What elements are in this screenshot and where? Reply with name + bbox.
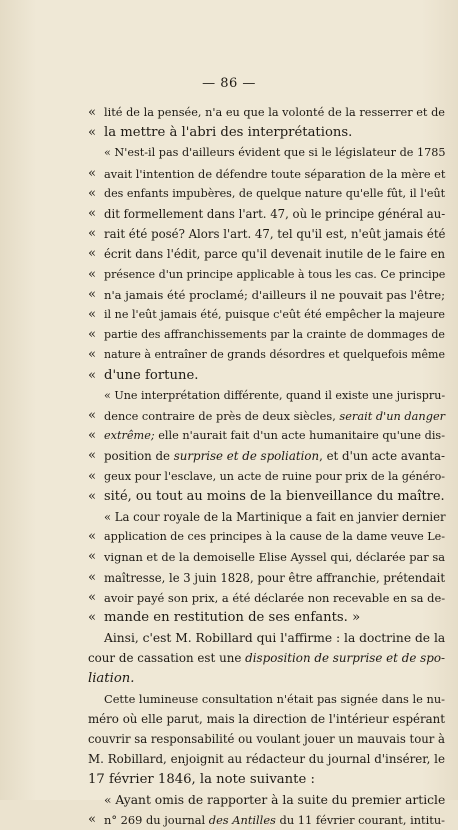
text-segment: maîtresse, le 3 juin 1828, pour être affranchie, prétendait xyxy=(104,570,446,585)
quote-mark: « xyxy=(88,266,97,282)
text-segment: sité, ou tout au moins de la bienveillance du maître. xyxy=(104,488,445,504)
text-segment: présence d'un principe applicable à tous les cas. Ce principe xyxy=(104,267,446,281)
line-text xyxy=(88,749,445,769)
text-segment: « Ayant omis de rapporter à la suite du premier article xyxy=(104,792,446,807)
text-line xyxy=(0,143,458,163)
quote-mark: « xyxy=(88,610,97,625)
text-segment: nature à entraîner de grands désordres et quelquefois même xyxy=(104,348,445,362)
text-line xyxy=(0,103,458,123)
line-text xyxy=(104,810,445,830)
text-segment: dit formellement dans l'art. 47, où le principe général au- xyxy=(104,207,446,221)
text-segment: partie des affranchissements par la crainte de dommages de xyxy=(104,328,445,342)
text-line xyxy=(0,285,458,305)
line-text xyxy=(104,406,445,426)
text-segment: Cette lumineuse consultation n'était pas signée dans le nu- xyxy=(104,691,445,706)
line-text xyxy=(104,224,445,244)
line-text xyxy=(104,689,445,709)
quote-mark: « xyxy=(88,206,97,221)
line-text xyxy=(104,386,445,406)
line-text xyxy=(88,669,134,689)
line-text xyxy=(104,366,198,386)
text-segment: avait l'intention de défendre toute séparation de la mère et xyxy=(104,166,446,181)
line-text xyxy=(104,285,445,305)
text-segment: 17 février 1846, la note suivante : xyxy=(88,771,315,787)
text-segment: « N'est-il pas d'ailleurs évident que si le législateur de 1785 xyxy=(104,146,446,160)
line-text xyxy=(88,729,445,749)
text-segment: geux pour l'esclave, un acte de ruine pour prix de la généro- xyxy=(104,469,446,483)
quote-mark: « xyxy=(88,468,97,484)
line-text xyxy=(88,709,445,729)
text-line xyxy=(0,770,458,790)
text-line xyxy=(0,628,458,648)
text-line xyxy=(0,265,458,285)
italic-text: surprise et de spoliation xyxy=(173,449,320,464)
text-segment: dence contraire de près de deux siècles, xyxy=(104,409,340,423)
quote-mark: « xyxy=(88,347,97,363)
text-segment: du 11 février courant, intitu- xyxy=(275,813,445,827)
text-line xyxy=(0,648,458,668)
text-segment: Ainsi, c'est M. Robillard qui l'affirme : la doctrine de la xyxy=(104,631,446,646)
quote-mark: « xyxy=(88,529,97,545)
text-line xyxy=(0,406,458,426)
text-line xyxy=(0,345,458,365)
quote-mark: « xyxy=(88,549,97,565)
text-segment: « La cour royale de la Martinique a fait en janvier dernier xyxy=(104,510,446,524)
text-line xyxy=(0,244,458,264)
quote-mark: « xyxy=(88,428,97,444)
text-line xyxy=(0,810,458,830)
quote-mark: « xyxy=(88,812,97,827)
text-line xyxy=(0,588,458,608)
text-segment: M. Robillard, enjoignit au rédacteur du journal d'insérer, le xyxy=(88,752,445,767)
text-segment: lité de la pensée, n'a eu que la volonté de la resserrer et de xyxy=(104,106,445,119)
line-text xyxy=(104,507,445,527)
text-segment: application de ces principes à la cause de la dame veuve Le- xyxy=(104,530,445,544)
line-text xyxy=(104,547,445,567)
text-line xyxy=(0,507,458,527)
line-text xyxy=(104,143,445,163)
text-line xyxy=(0,123,458,143)
text-segment: couvrir sa responsabilité ou voulant jouer un mauvais tour à xyxy=(88,732,445,747)
text-line xyxy=(0,568,458,588)
italic-text: serait d'un danger xyxy=(339,409,446,423)
text-segment: n° 269 du journal xyxy=(104,813,209,827)
quote-mark: « xyxy=(88,226,97,242)
text-line xyxy=(0,467,458,487)
quote-mark: « xyxy=(88,246,97,262)
text-line xyxy=(0,366,458,386)
quote-mark: « xyxy=(88,367,97,383)
text-line xyxy=(0,608,458,628)
line-text xyxy=(104,164,445,184)
quote-mark: « xyxy=(88,408,97,423)
line-text xyxy=(88,770,315,790)
line-text xyxy=(104,487,445,507)
line-text xyxy=(104,184,445,204)
line-text xyxy=(104,588,445,608)
text-line xyxy=(0,547,458,567)
text-line xyxy=(0,689,458,709)
italic-text: extrême; xyxy=(104,429,155,443)
text-segment: des enfants impubères, de quelque nature qu'elle fût, il l'eût xyxy=(104,186,446,200)
text-line xyxy=(0,729,458,749)
quote-mark: « xyxy=(88,589,97,605)
text-segment: elle n'aurait fait d'un acte humanitaire qu'une dis- xyxy=(154,429,445,443)
text-segment: la mettre à l'abri des interprétations. xyxy=(104,125,353,141)
quote-mark: « xyxy=(88,448,97,464)
text-segment: écrit dans l'édit, parce qu'il devenait inutile de le faire en xyxy=(104,247,446,262)
text-segment: vignan et de la demoiselle Elise Ayssel qui, déclarée par sa xyxy=(104,550,445,565)
quote-mark: « xyxy=(88,165,97,181)
page-number: — 86 — xyxy=(202,76,256,91)
quote-mark: « xyxy=(88,327,97,343)
italic-text: liation. xyxy=(88,670,135,686)
line-text xyxy=(104,123,352,143)
line-text xyxy=(104,325,445,345)
text-segment: position de xyxy=(104,449,174,464)
text-line xyxy=(0,164,458,184)
line-text xyxy=(104,103,445,123)
text-segment: mande en restitution de ses enfants. » xyxy=(104,610,361,625)
line-text xyxy=(88,648,445,668)
quote-mark: « xyxy=(88,125,97,141)
quote-mark: « xyxy=(88,307,97,322)
text-line xyxy=(0,749,458,769)
text-line xyxy=(0,305,458,325)
text-line xyxy=(0,325,458,345)
text-line xyxy=(0,426,458,446)
line-text xyxy=(104,608,360,628)
text-line xyxy=(0,204,458,224)
text-line xyxy=(0,709,458,729)
text-segment: « Une interprétation différente, quand il existe une jurispru- xyxy=(104,388,446,402)
line-text xyxy=(104,568,445,588)
quote-mark: « xyxy=(88,286,97,302)
line-text xyxy=(104,265,445,285)
text-line xyxy=(0,487,458,507)
quote-mark: « xyxy=(88,569,97,585)
text-line xyxy=(0,224,458,244)
quote-mark: « xyxy=(88,105,97,120)
quote-mark: « xyxy=(88,185,97,201)
line-text xyxy=(104,446,445,466)
quote-mark: « xyxy=(88,488,97,504)
text-segment: cour de cassation est une xyxy=(88,651,246,666)
text-segment: il ne l'eût jamais été, puisque c'eût été empêcher la majeure xyxy=(104,308,445,321)
text-line xyxy=(0,527,458,547)
line-text xyxy=(104,426,445,446)
text-segment: n'a jamais été proclamé; d'ailleurs il ne pouvait pas l'être; xyxy=(104,287,445,302)
line-text xyxy=(104,204,445,224)
line-text xyxy=(104,305,445,325)
text-line xyxy=(0,446,458,466)
text-line xyxy=(0,386,458,406)
italic-text: disposition de surprise et de spo- xyxy=(245,651,445,666)
text-segment: méro où elle parut, mais la direction de l'intérieur espérant xyxy=(88,712,445,726)
text-line xyxy=(0,184,458,204)
text-segment: , et d'un acte avanta- xyxy=(319,449,445,464)
line-text xyxy=(104,345,445,365)
text-segment: rait été posé? Alors l'art. 47, tel qu'il est, n'eût jamais été xyxy=(104,227,446,242)
line-text xyxy=(104,244,445,264)
line-text xyxy=(104,628,445,648)
text-segment: avoir payé son prix, a été déclarée non recevable en sa de- xyxy=(104,590,446,605)
line-text xyxy=(104,527,445,547)
line-text xyxy=(104,467,445,487)
text-line xyxy=(0,669,458,689)
italic-text: des Antilles xyxy=(208,813,276,827)
text-segment: d'une fortune. xyxy=(104,367,199,383)
